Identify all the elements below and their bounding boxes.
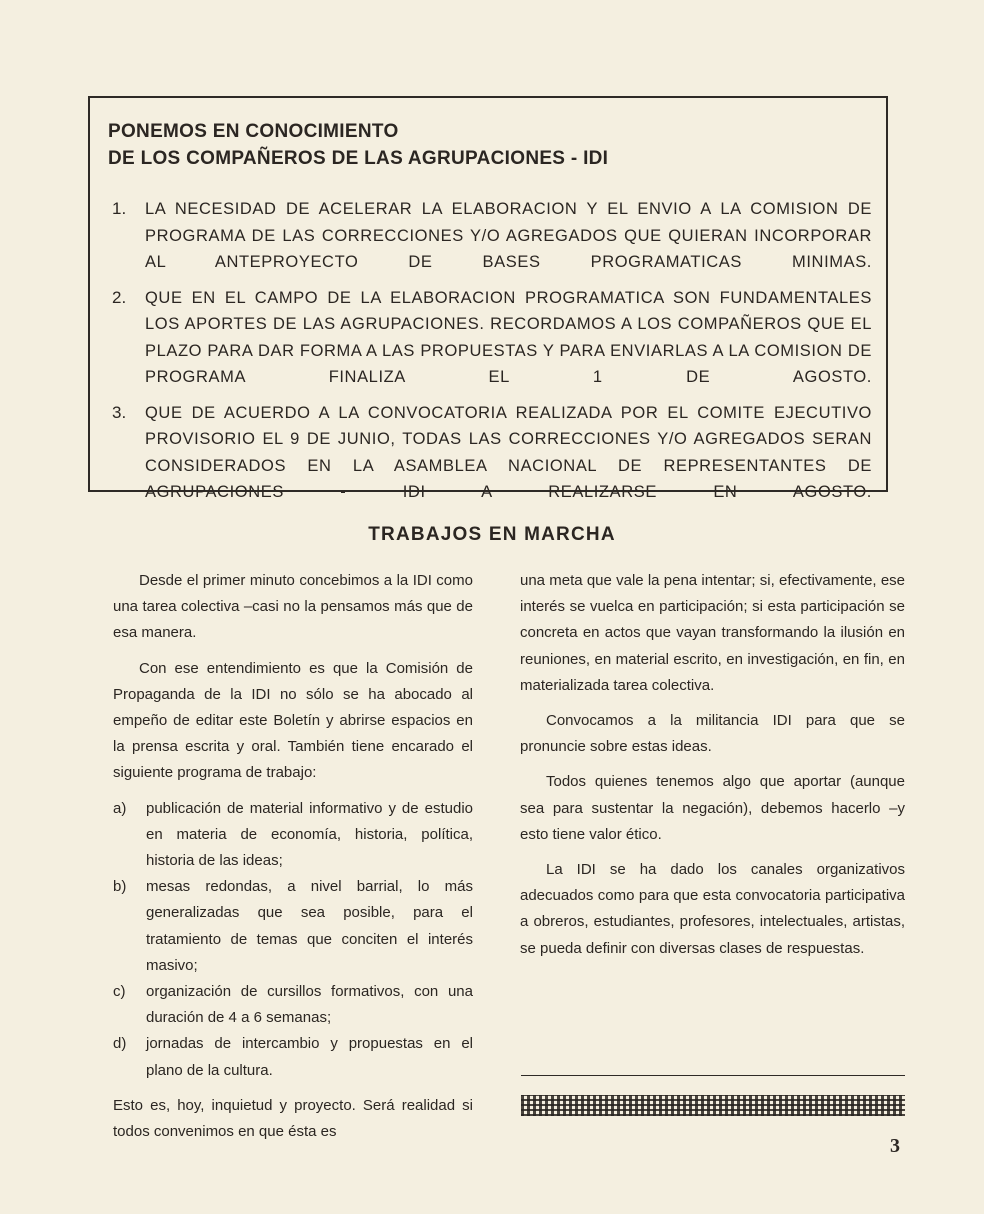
list-item [113, 796, 473, 875]
notice-box [88, 96, 888, 501]
list-item-text: organización de cursillos formativos, con una duración de 4 a 6 semanas; [146, 983, 473, 1027]
list-item-text: jornadas de intercambio y propuestas en el plano de la cultura. [146, 1035, 473, 1079]
notice-item-text: LA NECESIDAD DE ACELERAR LA ELABORACION Y EL ENVIO A LA COMISION DE PROGRAMA DE LAS CORRECCIONES Y/O AGREGADOS QUE QUIERAN INCORPORAR AL ANTEPROYECTO DE BASES PROGRAMATICAS MINIMAS. [145, 200, 872, 271]
list-item-text: publicación de material informativo y de estudio en materia de economía, historia, política, historia de las ideas; [146, 799, 473, 870]
notice-item [108, 285, 872, 391]
paragraph: Desde el primer minuto concebimos a la IDI como una tarea colectiva –casi no la pensamos más que de esa manera. [113, 572, 473, 642]
list-item [113, 979, 473, 1031]
notice-item-number: 2. [112, 287, 127, 307]
section-title: TRABAJOS EN MARCHA [368, 524, 616, 545]
paragraph: Esto es, hoy, inquietud y proyecto. Será realidad si todos convenimos en que ésta es [113, 1096, 473, 1141]
paragraph: Todos quienes tenemos algo que aportar (aunque sea para sustentar la negación), debemos hacerlo –y esto tiene valor ético. [520, 773, 905, 843]
paragraph: Con ese entendimiento es que la Comisión de Propaganda de la IDI no sólo se ha abocado al empeño de editar este Boletín y abrirse espacios en la prensa escrita y oral. También tiene encarado el siguiente programa de trabajo: [113, 659, 473, 782]
notice-list [108, 196, 872, 515]
work-program-list [113, 796, 473, 1084]
notice-item-number: 1. [112, 199, 127, 218]
right-column [520, 568, 905, 971]
notice-item [108, 400, 872, 506]
notice-item-text: QUE EN EL CAMPO DE LA ELABORACION PROGRAMATICA SON FUNDAMENTALES LOS APORTES DE LAS AGRUPACIONES. RECORDAMOS A LOS COMPAÑEROS QUE EL PLAZO PARA DAR FORMA A LAS PROPUESTAS Y PARA ENVIARLAS A LA COMISION DE PROGRAMA FINALIZA EL 1 DE AGOSTO. [145, 288, 872, 386]
decorative-pattern [521, 1095, 905, 1116]
paragraph: Convocamos a la militancia IDI para que se pronuncie sobre estas ideas. [520, 712, 905, 756]
list-item-marker: c) [113, 983, 126, 1001]
notice-title-line-2: DE LOS COMPAÑEROS DE LAS AGRUPACIONES - IDI [108, 148, 609, 169]
notice-title-line-1: PONEMOS EN CONOCIMIENTO [108, 121, 399, 142]
notice-title [108, 118, 608, 172]
list-item-marker: a) [113, 799, 127, 817]
list-item-marker: b) [113, 878, 127, 896]
list-item [113, 874, 473, 979]
list-item-marker: d) [113, 1035, 127, 1053]
divider [521, 1075, 905, 1076]
list-item-text: mesas redondas, a nivel barrial, lo más generalizadas que sea posible, para el tratamiento de temas que conciten el interés masivo; [146, 878, 473, 974]
notice-item-number: 3. [112, 402, 127, 422]
notice-item-text: QUE DE ACUERDO A LA CONVOCATORIA REALIZADA POR EL COMITE EJECUTIVO PROVISORIO EL 9 DE JUNIO, TODAS LAS CORRECCIONES Y/O AGREGADOS SERAN CONSIDERADOS EN LA ASAMBLEA NACIONAL DE REPRESENTANTES DE AGRUPACIONES - IDI A REALIZARSE EN AGOSTO. [145, 403, 872, 501]
paragraph: La IDI se ha dado los canales organizativos adecuados como para que esta convocatoria participativa a obreros, estudiantes, profesores, intelectuales, artistas, se pueda definir con diversas clases de respuestas. [520, 861, 905, 957]
paragraph: una meta que vale la pena intentar; si, efectivamente, ese interés se vuelca en participación; si esta participación se concreta en actos que vayan transformando la ilusión en reuniones, en material escrito, en investigación, en fin, en materializada tarea colectiva. [520, 572, 905, 694]
left-column [113, 568, 473, 1154]
notice-item [108, 196, 872, 276]
list-item [113, 1031, 473, 1083]
page-number: 3 [890, 1135, 900, 1157]
